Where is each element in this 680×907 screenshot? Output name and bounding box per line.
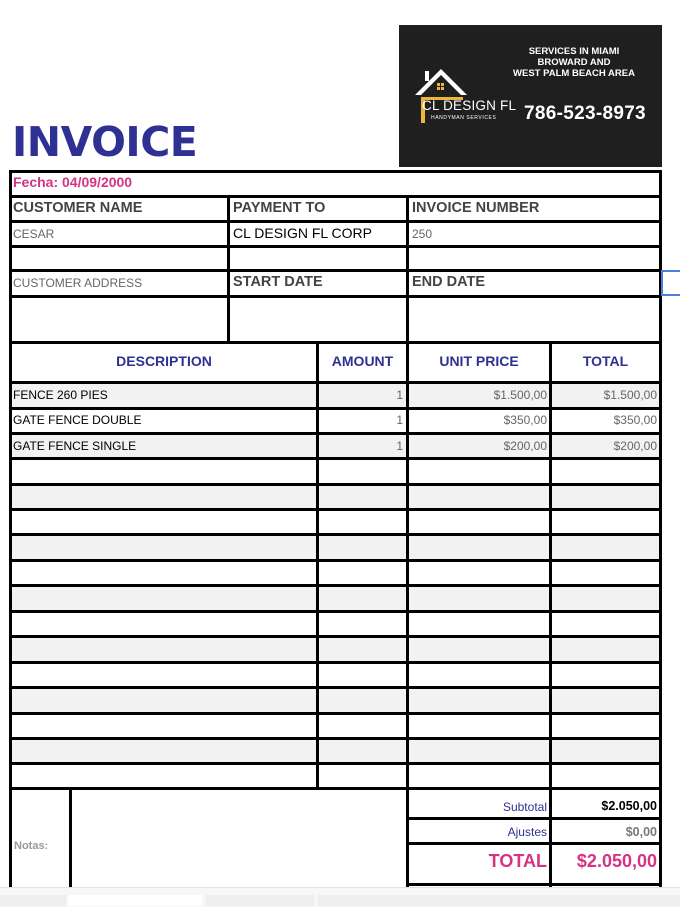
item-total[interactable]: $200,00 — [613, 439, 657, 453]
subtotal-label: Subtotal — [502, 800, 547, 814]
row-shade — [11, 587, 659, 611]
invoice-number-extra-cell[interactable] — [409, 248, 659, 269]
row-shade — [11, 638, 659, 662]
invoice-number-label: INVOICE NUMBER — [412, 200, 540, 216]
selected-cell-outline[interactable] — [661, 270, 680, 296]
sheet-tab[interactable] — [318, 895, 680, 906]
item-total[interactable]: $1.500,00 — [603, 388, 657, 402]
item-description[interactable]: GATE FENCE SINGLE — [13, 439, 137, 453]
house-logo-icon — [411, 63, 473, 123]
company-logo-banner — [399, 25, 662, 167]
grid-line — [9, 686, 662, 689]
page-title: INVOICE — [12, 118, 198, 166]
item-amount[interactable]: 1 — [396, 439, 403, 453]
grid-line — [9, 559, 662, 562]
item-unit-price[interactable]: $1.500,00 — [493, 388, 547, 402]
adjustments-value[interactable]: $0,00 — [625, 825, 657, 839]
row-shade — [11, 740, 659, 763]
sheet-tab[interactable] — [0, 895, 66, 906]
grid-line — [316, 341, 319, 790]
item-unit-price[interactable]: $200,00 — [503, 439, 547, 453]
grid-line — [407, 817, 662, 820]
start-date-cell[interactable] — [230, 298, 406, 341]
item-description[interactable]: FENCE 260 PIES — [13, 388, 108, 402]
customer-name-extra-cell[interactable] — [12, 248, 227, 269]
service-line-2: BROWARD AND — [537, 57, 611, 68]
grid-line — [9, 635, 662, 638]
customer-name-cell[interactable]: CESAR — [13, 227, 55, 241]
grid-line — [9, 269, 662, 272]
service-line-3: WEST PALM BEACH AREA — [513, 68, 635, 79]
service-line-1: SERVICES IN MIAMI — [528, 46, 620, 57]
grid-line — [9, 712, 662, 715]
column-header-amount: AMOUNT — [331, 353, 394, 369]
column-header-total: TOTAL — [582, 353, 629, 369]
grid-line — [9, 584, 662, 587]
grid-line — [9, 407, 662, 410]
grid-line — [9, 661, 662, 664]
adjustments-label: Ajustes — [507, 825, 547, 839]
grid-line — [9, 195, 662, 198]
payment-to-extra-cell[interactable] — [230, 248, 406, 269]
sheet-tab[interactable] — [206, 895, 314, 906]
grid-line — [9, 737, 662, 740]
end-date-label: END DATE — [412, 274, 486, 290]
item-amount[interactable]: 1 — [396, 388, 403, 402]
grid-line — [9, 483, 662, 486]
row-shade — [11, 536, 659, 560]
end-date-cell[interactable] — [409, 298, 659, 341]
column-header-description: DESCRIPTION — [116, 353, 212, 369]
grid-line — [9, 508, 662, 511]
subtotal-value: $2.050,00 — [601, 799, 657, 813]
notes-label: Notas: — [14, 840, 49, 852]
customer-address-cell[interactable] — [12, 298, 227, 341]
column-header-unit-price: UNIT PRICE — [439, 353, 519, 369]
item-total[interactable]: $350,00 — [613, 413, 657, 427]
grid-line — [9, 762, 662, 765]
payment-to-label: PAYMENT TO — [233, 200, 326, 216]
logo-tagline: HANDYMAN SERVICES — [431, 115, 497, 121]
grand-total-value: $2.050,00 — [576, 851, 657, 871]
logo-service-area — [494, 46, 654, 79]
item-description[interactable]: GATE FENCE DOUBLE — [13, 413, 142, 427]
grid-line — [9, 170, 12, 887]
logo-company-name: CL DESIGN FL — [422, 98, 517, 113]
grid-line — [9, 457, 662, 460]
grand-total-label: TOTAL — [488, 851, 547, 871]
invoice-date: Fecha: 04/09/2000 — [13, 174, 133, 190]
customer-name-label: CUSTOMER NAME — [13, 200, 143, 216]
item-unit-price[interactable]: $350,00 — [503, 413, 547, 427]
sheet-tab-active[interactable] — [68, 895, 202, 906]
notes-field[interactable] — [72, 790, 406, 887]
grid-line — [9, 610, 662, 613]
row-shade — [11, 689, 659, 713]
grid-line — [9, 381, 662, 384]
customer-address-label: CUSTOMER ADDRESS — [13, 276, 143, 290]
grid-line — [9, 432, 662, 435]
grid-line — [407, 842, 662, 845]
row-shade — [11, 486, 659, 509]
item-amount[interactable]: 1 — [396, 413, 403, 427]
logo-phone-number: 786-523-8973 — [524, 103, 646, 124]
payment-to-cell[interactable]: CL DESIGN FL CORP — [233, 225, 372, 241]
grid-line — [407, 883, 662, 886]
grid-line — [9, 220, 662, 223]
start-date-label: START DATE — [233, 274, 323, 290]
grid-line — [9, 341, 662, 344]
invoice-number-cell[interactable]: 250 — [412, 227, 433, 241]
grid-line — [9, 533, 662, 536]
grid-line — [9, 170, 662, 173]
